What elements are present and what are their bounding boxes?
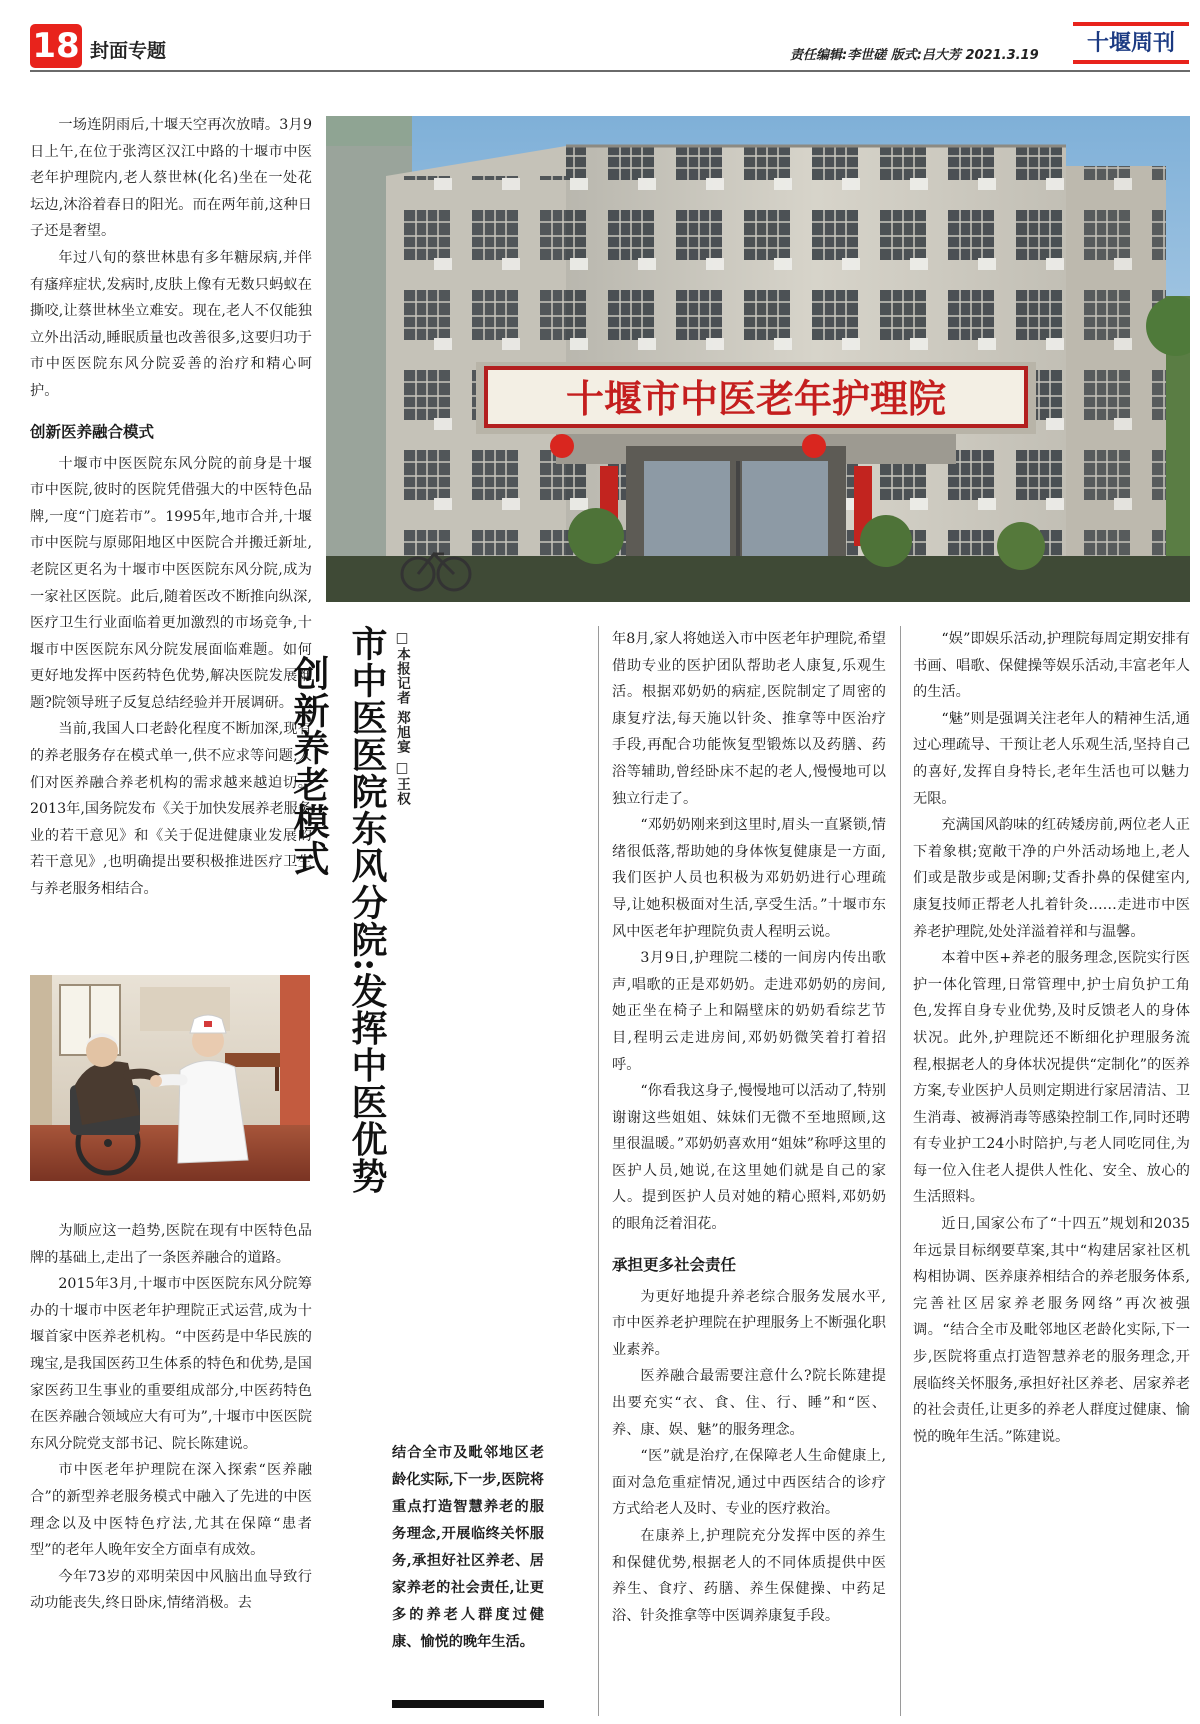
pull-quote: 结合全市及毗邻地区老龄化实际,下一步,医院将重点打造智慧养老的服务理念,开展临终关怀服务,承担好社区养老、居家养老的社会责任,让更多的养老人群度过健康、愉悦的晚年生活。 (392, 1445, 544, 1650)
column-divider (900, 626, 901, 1716)
column-divider (598, 626, 599, 1716)
paragraph: 为更好地提升养老综合服务发展水平,市中医养老护理院在护理服务上不断强化职业素养。 (612, 1288, 886, 1358)
paragraph: 一场连阴雨后,十堰天空再次放晴。3月9日上午,在位于张湾区汉江中路的十堰市中医老年护理院内,老人蔡世林(化名)坐在一处花坛边,沐浴着春日的阳光。而在两年前,这种日子还是奢望。 (30, 117, 312, 240)
paragraph: 充满国风韵味的红砖矮房前,两位老人正下着象棋;宽敞干净的户外活动场地上,老人们或是散步或是闲聊;艾香扑鼻的保健室内,康复技师正帮老人扎着针灸……走进市中医养老护理院,处处洋溢着祥和与温馨。 (913, 817, 1190, 940)
column-1-upper (30, 112, 312, 903)
paragraph: “你看我这身子,慢慢地可以活动了,特别谢谢这些姐姐、妹妹们无微不至地照顾,这里很温暖。”邓奶奶喜欢用“姐妹”称呼这里的医护人员,她说,在这里她们就是自己的家人。提到医护人员对她的精心照料,邓奶奶的眼角泛着泪花。 (612, 1083, 886, 1233)
nurse-patient-photo (30, 975, 310, 1181)
building-sign: 十堰市中医老年护理院 (565, 376, 947, 421)
paragraph: 在康养上,护理院充分发挥中医的养生和保健优势,根据老人的不同体质提供中医养生、食疗、药膳、养生保健操、中药足浴、针灸推拿等中医调养康复手段。 (612, 1528, 886, 1624)
column-1-lower (30, 1218, 312, 1617)
byline: □本报记者 郑旭宴 □王权 (394, 630, 410, 806)
paragraph: 医养融合最需要注意什么?院长陈建提出要充实“衣、食、住、行、睡”和“医、养、康、娱、魅”的服务理念。 (612, 1368, 886, 1438)
editor-credits: 责任编辑:李世磋 版式:吕大芳 2021.3.19 (790, 48, 1039, 63)
paragraph: 2015年3月,十堰市中医医院东风分院筹办的十堰市中医老年护理院正式运营,成为十堰首家中医养老机构。“中医药是中华民族的瑰宝,是我国医药卫生体系的特色和优势,是国家医药卫生事业的重要组成部分,中医药特色在医养融合领域应大有可为”,十堰市中医医院东风分院党支部书记、院长陈建说。 (30, 1276, 312, 1452)
paragraph: 年8月,家人将她送入市中医老年护理院,希望借助专业的医护团队帮助老人康复,乐观生活。根据邓奶奶的病症,医院制定了周密的康复疗法,每天施以针灸、推拿等中医治疗手段,再配合功能恢复型锻炼以及药膳、药浴等辅助,曾经卧床不起的老人,慢慢地可以独立行走了。 (612, 631, 886, 807)
pull-quote-bar (392, 1700, 544, 1708)
column-4 (913, 626, 1190, 1450)
column-3 (612, 626, 886, 1629)
subheading: 承担更多社会责任 (612, 1255, 737, 1274)
header-rule (30, 70, 1190, 72)
building-photo (326, 116, 1190, 602)
article-title (288, 625, 396, 1415)
paragraph: 本着中医+养老的服务理念,医院实行医护一体化管理,日常管理中,护士肩负护工角色,发挥自身专业优势,及时反馈老人的身体状况。此外,护理院还不断细化护理服务流程,根据老人的身体状况提供“定制化”的医养方案,专业医护人员则定期进行家居清洁、卫生消毒、被褥消毒等感染控制工作,同时还聘有专业护工24小时陪护,与老人同吃同住,为每一位入住老人提供人性化、安全、放心的生活照料。 (913, 950, 1190, 1206)
subheading: 创新医养融合模式 (30, 422, 155, 441)
title-line-1: 市中医医院东风分院:发挥中医优势 (346, 625, 388, 1195)
paragraph: 年过八旬的蔡世林患有多年糖尿病,并伴有瘙痒症状,发病时,皮肤上像有无数只蚂蚁在撕咬,让蔡世林坐立难安。现在,老人不仅能独立外出活动,睡眠质量也改善很多,这要归功于市中医医院东风分院妥善的治疗和精心呵护。 (30, 249, 312, 399)
page-number: 18 (30, 24, 82, 68)
page-header (0, 0, 1200, 72)
title-line-2: 创新养老模式 (288, 655, 330, 877)
paragraph: 十堰市中医医院东风分院的前身是十堰市中医院,彼时的医院凭借强大的中医特色品牌,一度“门庭若市”。1995年,地市合并,十堰市中医院与原郧阳地区中医院合并搬迁新址,老院区更名为十堰市中医医院东风分院,成为一家社区医院。此后,随着医改不断推向纵深,医疗卫生行业面临着更加激烈的市场竞争,十堰市中医医院东风分院发展面临难题。如何更好地发挥中医药特色优势,解决医院发展难题?院领导班子反复总结经验并开展调研。 (30, 455, 312, 711)
paragraph: 为顺应这一趋势,医院在现有中医特色品牌的基础上,走出了一条医养融合的道路。 (30, 1223, 312, 1266)
paragraph: “医”就是治疗,在保障老人生命健康上,面对急危重症情况,通过中西医结合的诊疗方式给老人及时、专业的医疗救治。 (612, 1448, 886, 1518)
paragraph: “魅”则是强调关注老年人的精神生活,通过心理疏导、干预让老人乐观生活,坚持自己的喜好,发挥自身特长,老年生活也可以魅力无限。 (913, 710, 1190, 807)
paragraph: “娱”即娱乐活动,护理院每周定期安排有书画、唱歌、保健操等娱乐活动,丰富老年人的生活。 (913, 631, 1190, 701)
section-title: 封面专题 (90, 40, 167, 62)
paragraph: 今年73岁的邓明荣因中风脑出血导致行动功能丧失,终日卧床,情绪消极。去 (30, 1568, 312, 1612)
paragraph: “邓奶奶刚来到这里时,眉头一直紧锁,情绪很低落,帮助她的身体恢复健康是一方面,我们医护人员也积极为邓奶奶进行心理疏导,让她积极面对生活,享受生活。”十堰市东风中医老年护理院负责人程明云说。 (612, 817, 886, 940)
masthead-logo: 十堰周刊 (1073, 22, 1189, 64)
paragraph: 近日,国家公布了“十四五”规划和2035年远景目标纲要草案,其中“构建居家社区机构相协调、医养康养相结合的养老服务体系,完善社区居家养老服务网络”再次被强调。“结合全市及毗邻地区老龄化实际,下一步,医院将重点打造智慧养老的服务理念,开展临终关怀服务,承担好社区养老、居家养老的社会责任,让更多的养老人群度过健康、愉悦的晚年生活。”陈建说。 (913, 1216, 1190, 1445)
paragraph: 市中医老年护理院在深入探索“医养融合”的新型养老服务模式中融入了先进的中医理念以及中医特色疗法,尤其在保障“患者型”的老年人晚年安全方面卓有成效。 (30, 1462, 312, 1559)
paragraph: 当前,我国人口老龄化程度不断加深,现有的养老服务存在模式单一,供不应求等问题,人们对医养融合养老机构的需求越来越迫切。2013年,国务院发布《关于加快发展养老服务业的若干意见》和《关于促进健康业发展的若干意见》,也明确提出要积极推进医疗卫生与养老服务相结合。 (30, 721, 312, 898)
paragraph: 3月9日,护理院二楼的一间房内传出歌声,唱歌的正是邓奶奶。走进邓奶奶的房间,她正坐在椅子上和隔壁床的奶奶看综艺节目,程明云走进房间,邓奶奶微笑着打着招呼。 (612, 950, 886, 1073)
